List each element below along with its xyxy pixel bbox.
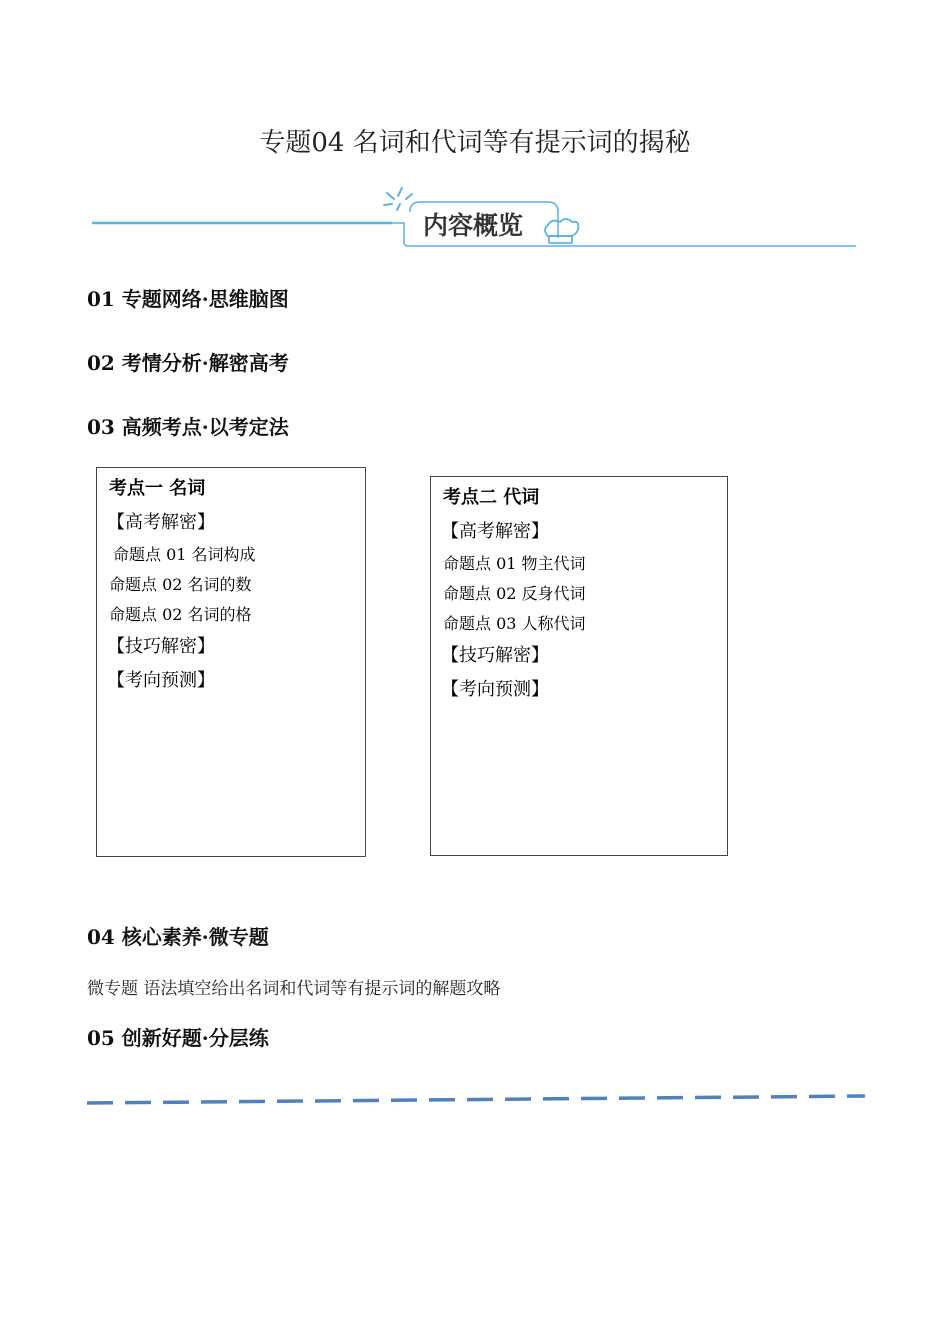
section-05: 05 创新好题·分层练 (87, 1026, 269, 1050)
point-item: 命题点 02 反身代词 (443, 584, 586, 603)
topic-box-heading: 考点二 代词 (443, 487, 540, 508)
trend-predict-label: 【考向预测】 (441, 679, 549, 700)
chef-hat-icon (545, 219, 578, 243)
sparkle-icon (384, 188, 412, 210)
section-03: 03 高频考点·以考定法 (87, 415, 289, 439)
dashed-divider (0, 1085, 950, 1115)
topic-box-nouns (96, 467, 366, 857)
point-item: 命题点 01 名词构成 (113, 545, 256, 564)
trend-predict-label: 【考向预测】 (107, 670, 215, 691)
section-02: 02 考情分析·解密高考 (87, 351, 289, 375)
section-01: 01 专题网络·思维脑图 (87, 287, 289, 311)
gaokao-decode-label: 【高考解密】 (107, 512, 215, 533)
point-item: 命题点 02 名词的数 (109, 575, 252, 594)
point-item: 命题点 03 人称代词 (443, 614, 586, 633)
topic-box-pronouns (430, 476, 728, 856)
gaokao-decode-label: 【高考解密】 (441, 521, 549, 542)
topic-box-heading: 考点一 名词 (109, 478, 206, 499)
point-item: 命题点 01 物主代词 (443, 554, 586, 573)
skill-decode-label: 【技巧解密】 (107, 636, 215, 657)
section-04: 04 核心素养·微专题 (87, 925, 269, 949)
skill-decode-label: 【技巧解密】 (441, 645, 549, 666)
point-item: 命题点 02 名词的格 (109, 605, 252, 624)
banner-label: 内容概览 (423, 211, 524, 240)
micro-topic-text: 微专题 语法填空给出名词和代词等有提示词的解题攻略 (87, 979, 501, 999)
content-overview-banner (0, 180, 950, 260)
document-title: 专题04 名词和代词等有提示词的揭秘 (259, 128, 691, 158)
